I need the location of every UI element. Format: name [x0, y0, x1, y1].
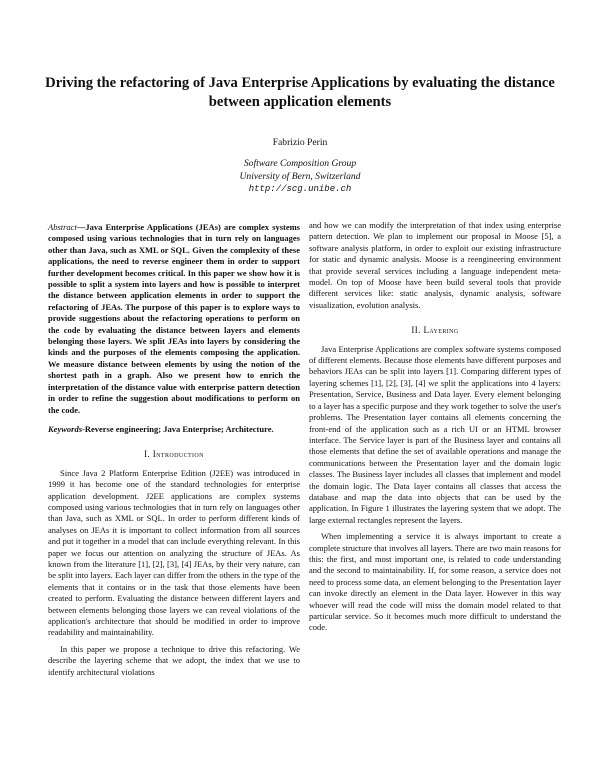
layering-paragraph-2: When implementing a service it is always important to create a complete structure that involves all layers. There are two main reasons for this: the first, and most important one, is related to code understanding and the second to maintainability. If, for some reason, a service does not need to process some data, an element belonging to the Presentation layer can invoke directly an element in the Data layer. However in this way whoever will read the code will miss the domain model related to that particular service. So it becomes much more difficult to understand the code.: [309, 531, 561, 633]
section-heading-introduction: I. Introduction: [144, 449, 204, 460]
right-column: [309, 220, 561, 634]
affiliation-university: University of Bern, Switzerland: [239, 170, 361, 182]
keywords-text: -Reverse engineering; Java Enterprise; Architecture.: [82, 423, 274, 434]
paper-title: Driving the refactoring of Java Enterprise Applications by evaluating the distance between application elements: [45, 75, 555, 110]
keywords-lead: Keywords: [48, 423, 82, 434]
intro-paragraph-1: Since Java 2 Platform Enterprise Edition (J2EE) was introduced in 1999 it has become one of the standard technologies for enterprise application development. J2EE applications are complex systems composed using various technologies that in turn rely on languages other than Java, such as XML or SQL. In order to perform different kinds of analyses on JEAs it is important to collect information from all sources and put it together in a model that can include everything relevant. In this paper we focus our attention on analyzing the structure of JEAs. As known from the literature [1], [2], [3], [4] JEAs, by their very nature, can be split into layers. Each layer can differ from the others in the type of the elements that it contains or in the task that those elements have been created to perform. Evaluating the distance between different layers and between elements belonging those layers we can reveal violations of the application's architecture that should be modified in order to improve readability and maintainability.: [48, 467, 300, 638]
intro-paragraph-2-continued: and how we can modify the interpretation of that index using enterprise pattern detection. We plan to implement our proposal in Moose [5], a software analysis platform, in order to exploit our existing infrastructure for static and dynamic analysis. Moose is a reengineering environment that provide several services including a language independent meta-model. On top of Moose have been build several tools that provide different services like: static analysis, dynamic analysis, software visualization, evolution analysis.: [309, 220, 561, 310]
abstract: [48, 222, 300, 416]
keywords: [48, 424, 300, 435]
affiliation-url[interactable]: http://scg.unibe.ch: [248, 184, 352, 194]
author-name: Fabrizio Perin: [272, 137, 328, 148]
left-column: [48, 222, 300, 678]
affiliation-group: Software Composition Group: [243, 158, 357, 169]
layering-paragraph-1: Java Enterprise Applications are complex software systems composed of different elements. Because those elements have different purposes and behaviors JEAs can be split into layers [1]. Comparing different types of layering schemes [1], [2], [3], [4] we split the applications into 4 layers: Presentation, Service, Business and Data layer. Every element belonging to a layer has a specific purpose and they work together to solve the user's problems. The Presentation layer contains all elements concerning the front-end of the application such as a rich UI or an HTML browser interface. The Service layer is part of the Business layer and contains all those elements that define the set of available operations and manage the communications between the Presentation layer and the domain logic classes. The Business layer includes all classes that implement and model the domain logic. The Data layer contains all classes that access the database and map the data into objects that can be used by the application. In Figure 1 illustrates the layering system that we adopt. The large external rectangles represent the layers.: [309, 343, 561, 525]
intro-paragraph-2: In this paper we propose a technique to drive this refactoring. We describe the layering scheme that we adopt, the index that we use to identify architectural violations: [48, 643, 300, 677]
abstract-lead: Abstract: [48, 222, 77, 232]
abstract-text: —Java Enterprise Applications (JEAs) are complex systems composed using various technologies that in turn rely on languages other than Java, such as XML or SQL. Given the complexity of these applications, the need to reverse engineer them in order to support further development becomes critical. In this paper we show how it is possible to split a system into layers and how is possible to interpret the distance between application elements in order to support the refactoring of JEAs. The purpose of this paper is to explore ways to provide suggestions about the refactoring operations to perform on the code by evaluating the distance between layers and elements belonging those layers. We split JEAs into layers by considering the kinds and the purposes of the elements composing the application. We measure distance between elements by using the notion of the shortest path in a graph. Also we present how to enrich the interpretation of the distance value with enterprise pattern detection in order to refine the suggestion about modifications to perform on the code.: [48, 222, 300, 415]
section-heading-layering: II. Layering: [411, 325, 459, 336]
author-affiliation: [0, 158, 600, 196]
